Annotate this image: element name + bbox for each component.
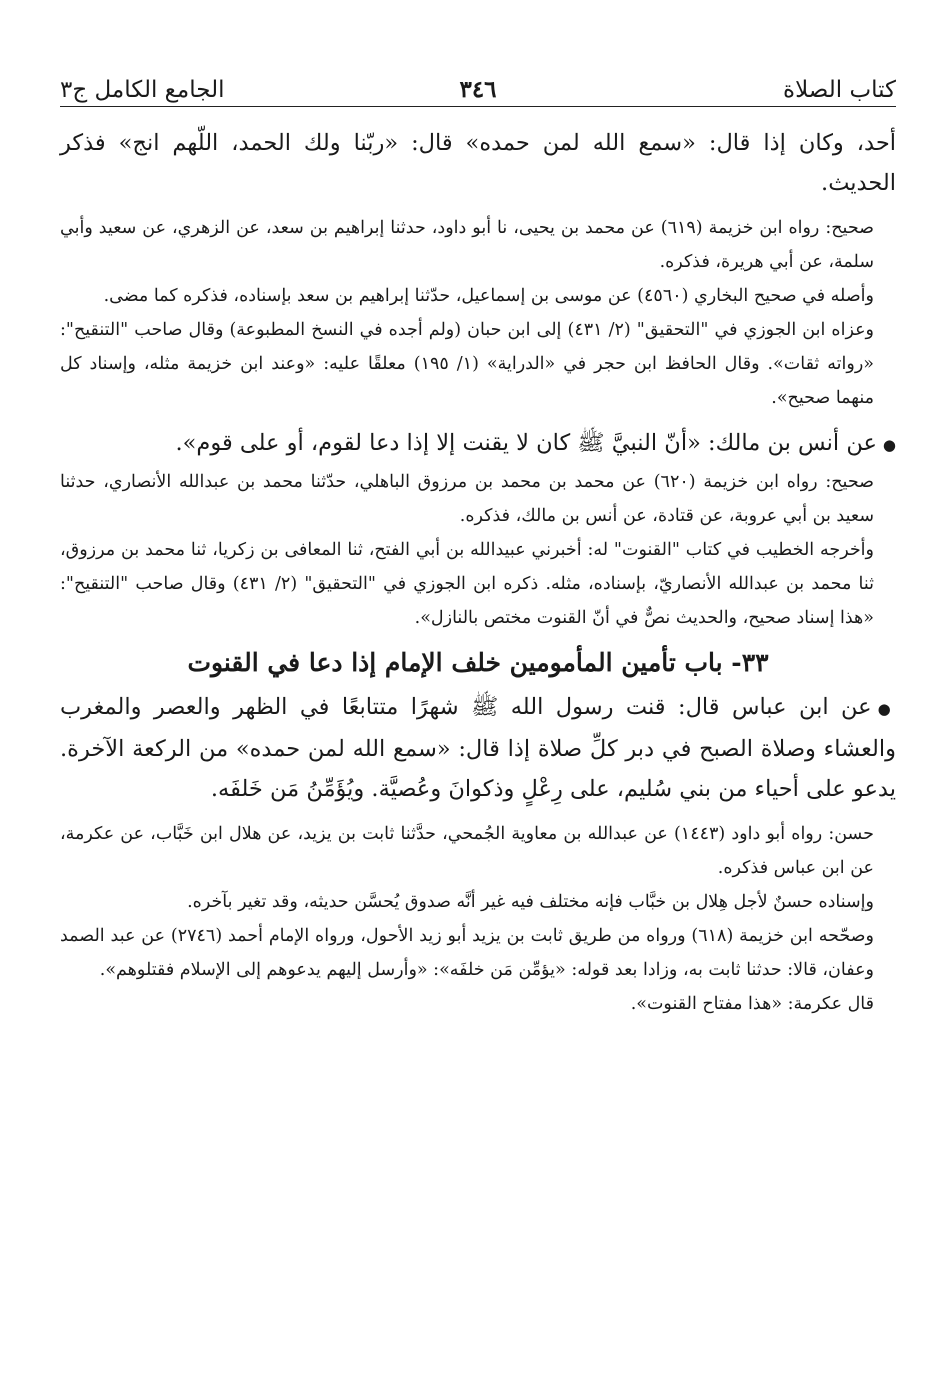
hadith-body: عن أنس بن مالك: «أنّ النبيَّ ﷺ كان لا يقنت إلا إذا دعا لقوم، أو على قوم».: [175, 430, 877, 456]
collection-title: الجامع الكامل ج٣: [60, 77, 225, 103]
commentary-paragraph: قال عكرمة: «هذا مفتاح القنوت».: [630, 994, 874, 1014]
commentary-block: [60, 465, 896, 635]
running-header: [60, 62, 896, 107]
hadith-text: أحد، وكان إذا قال: «سمع الله لمن حمده» قال: «ربّنا ولك الحمد، اللّهم انج» فذكر الحديث.: [60, 130, 896, 196]
commentary-block: [60, 211, 896, 415]
book-title: كتاب الصلاة: [783, 77, 896, 103]
commentary-paragraph: وعزاه ابن الجوزي في "التحقيق" (٢/ ٤٣١) إلى ابن حبان (ولم أجده في النسخ المطبوعة) وقال صاحب "التنقيح": «رواته ثقات». وقال الحافظ ابن حجر في «الدراية» (١/ ١٩٥) معلقًا عليه: «وعند ابن خزيمة مثله، وإسناد كل منهما صحيح».: [60, 320, 874, 408]
page-body: [60, 123, 896, 1021]
hadith-text: [60, 423, 896, 465]
commentary-paragraph: وصحّحه ابن خزيمة (٦١٨) ورواه من طريق ثابت بن يزيد أبو زيد الأحول، ورواه الإمام أحمد (٢٧٤٦) عن عبد الصمد وعفان، قالا: حدثنا ثابت به، وزادا بعد قوله: «يؤمِّن مَن خلفَه»: «وأرسل إليهم يدعوهم إلى الإسلام فقتلوهم».: [60, 926, 874, 980]
commentary-paragraph: حسن: رواه أبو داود (١٤٤٣) عن عبدالله بن معاوية الجُمحي، حدَّثنا ثابت بن يزيد، عن هلال ابن خَبَّاب، عن عكرمة، عن ابن عباس فذكره.: [60, 824, 874, 878]
bullet-marker: ●: [877, 700, 896, 718]
hadith-body: عن ابن عباس قال: قنت رسول الله ﷺ شهرًا متتابعًا في الظهر والعصر والمغرب والعشاء وصلاة الصبح في دبر كلِّ صلاة إذا قال: «سمع الله لمن حمده» من الركعة الآخرة. يدعو على أحياء من بني سُليم، على رِعْلٍ وذكوانَ وعُصيَّة. ويُؤَمِّنُ مَن خَلفَه.: [60, 694, 896, 802]
page-number: ٣٤٦: [459, 76, 497, 103]
commentary-paragraph: صحيح: رواه ابن خزيمة (٦١٩) عن محمد بن يحيى، نا أبو داود، حدثنا إبراهيم بن سعد، عن الزهري، عن سعيد وأبي سلمة، عن أبي هريرة، فذكره.: [60, 218, 874, 272]
commentary-block: [60, 817, 896, 1021]
chapter-heading: ٣٣- باب تأمين المأمومين خلف الإمام إذا دعا في القنوت: [187, 648, 769, 677]
book-page: [60, 62, 896, 1029]
bullet-marker: ●: [882, 436, 896, 454]
commentary-paragraph: صحيح: رواه ابن خزيمة (٦٢٠) عن محمد بن محمد بن مرزوق الباهلي، حدّثنا محمد بن عبدالله الأنصاري، حدثنا سعيد بن أبي عروبة، عن قتادة، عن أنس بن مالك، فذكره.: [60, 472, 874, 526]
hadith-text: [60, 687, 896, 809]
commentary-paragraph: وأصله في صحيح البخاري (٤٥٦٠) عن موسى بن إسماعيل، حدّثنا إبراهيم بن سعد بإسناده، فذكره كما مضى.: [103, 286, 874, 306]
commentary-paragraph: وأخرجه الخطيب في كتاب "القنوت" له: أخبرني عبيدالله بن أبي الفتح، ثنا المعافى بن زكريا، ثنا محمد بن مرزوق، ثنا محمد بن عبدالله الأنصاريّ، بإسناده، مثله. ذكره ابن الجوزي في "التحقيق" (٢/ ٤٣١) وقال صاحب "التنقيح": «هذا إسناد صحيح، والحديث نصٌّ في أنّ القنوت مختص بالنازل».: [60, 540, 874, 628]
commentary-paragraph: وإسناده حسنٌ لأجل هِلال بن خبَّاب فإنه مختلف فيه غير أنَّه صدوق يُحسَّن حديثه، وقد تغير بآخره.: [187, 892, 874, 912]
